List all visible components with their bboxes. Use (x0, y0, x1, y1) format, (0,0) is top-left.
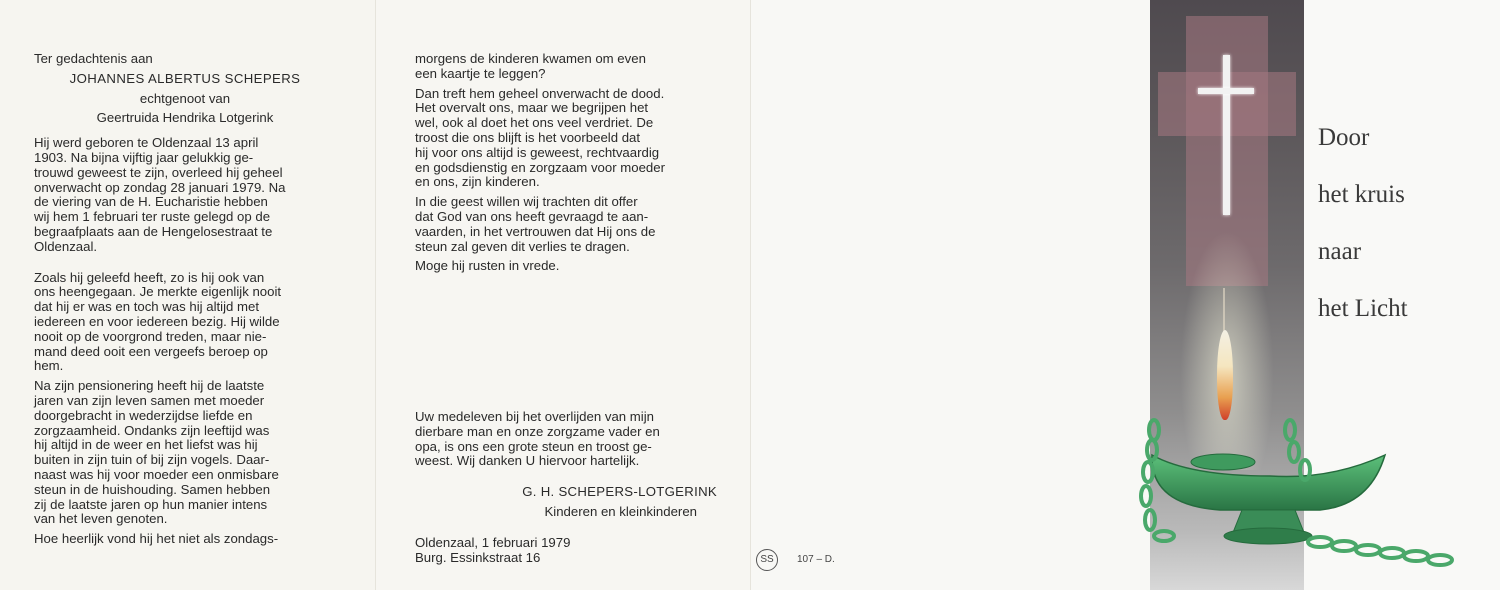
text-line: troost die ons blijft is het voorbeeld dat (415, 129, 641, 145)
text-line: vaarden, in het vertrouwen dat Hij ons de (415, 223, 656, 239)
text-line: nooit op de voorgrond treden, maar nie- (34, 328, 267, 344)
text-line: zij de laatste jaren op hun manier intens (34, 496, 268, 512)
lamp-spout (1191, 454, 1255, 470)
middle-panel (375, 0, 750, 590)
text-line: hij voor ons altijd is geweest, rechtvaardig (415, 144, 660, 160)
text-line: Hij werd geboren te Oldenzaal 13 april (34, 135, 259, 151)
text-line: begraafplaats aan de Hengelosestraat te (34, 223, 273, 239)
text-line: jaren van zijn leven samen met moeder (34, 392, 265, 408)
text-line: dat hij er was en toch was hij altijd met (34, 299, 260, 315)
text-line: dat God van ons heeft gevraagd te aan- (415, 208, 649, 224)
relation-line: echtgenoot van (139, 90, 231, 106)
signature: G. H. SCHEPERS-LOTGERINK (522, 484, 717, 500)
paragraph-character (34, 271, 336, 375)
left-panel-text (34, 52, 336, 547)
left-panel (0, 0, 375, 590)
intro-line: Ter gedachtenis aan (34, 51, 153, 66)
text-line: mand deed ooit een vergeefs beroep op (34, 343, 268, 359)
middle-panel-text (415, 52, 717, 274)
spouse-name: Geertruida Hendrika Lotgerink (96, 110, 274, 126)
lamp-base (1224, 528, 1312, 544)
text-line: en ons, zijn kinderen. (415, 174, 540, 190)
text-line: 1903. Na bijna vijftig jaar gelukkig ge- (34, 149, 254, 165)
text-line: In die geest willen wij trachten dit offer (415, 194, 638, 210)
text-line: Hoe heerlijk vond hij het niet als zondags- (34, 531, 279, 547)
text-line: naast was hij voor moeder een onmisbare (34, 466, 279, 482)
deceased-name: JOHANNES ALBERTUS SCHEPERS (69, 70, 301, 86)
printer-logo: SS (756, 549, 778, 571)
cross-icon (1223, 55, 1230, 215)
thanks-section (415, 410, 717, 565)
prayer-line: Moge hij rusten in vrede. (415, 258, 560, 274)
text-line: opa, is ons een grote steun en troost ge- (415, 438, 652, 454)
text-line: onverwacht op zondag 28 januari 1979. Na (34, 179, 286, 195)
flame-icon (1217, 330, 1233, 420)
motto-line: het kruis (1318, 181, 1405, 208)
text-line: een kaartje te leggen? (415, 65, 546, 81)
blank-panel (750, 0, 1150, 590)
text-line: hem. (34, 358, 64, 374)
text-line: trouwd geweest te zijn, overleed hij geheel (34, 164, 283, 180)
text-line: ons heengegaan. Je merkte eigenlijk nooit (34, 284, 282, 300)
text-line: dierbare man en onze zorgzame vader en (415, 423, 660, 439)
motto-line: Door (1318, 124, 1370, 151)
text-line: de viering van de H. Eucharistie hebben (34, 194, 268, 210)
text-line: Het overvalt ons, maar we begrijpen het (415, 100, 649, 116)
motto-line: het Licht (1318, 295, 1408, 322)
address: Burg. Essinkstraat 16 (415, 549, 541, 565)
lamp-bowl (1152, 455, 1385, 510)
text-line: Zoals hij geleefd heeft, zo is hij ook van (34, 269, 265, 285)
text-line: iedereen en voor iedereen bezig. Hij wilde (34, 313, 280, 329)
text-line: wij hem 1 februari ter ruste gelegd op de (34, 209, 271, 225)
fold-line (750, 0, 751, 590)
text-line: Na zijn pensionering heeft hij de laatste (34, 378, 265, 394)
motto-line: naar (1318, 238, 1362, 265)
paragraph-death (415, 87, 717, 191)
text-line: doorgebracht in wederzijdse liefde en (34, 407, 253, 423)
smoke-trail (1223, 288, 1225, 334)
text-line: Dan treft hem geheel onverwacht de dood. (415, 85, 665, 101)
fold-line (375, 0, 376, 590)
text-line: buiten in zijn tuin of bij zijn vogels. Daar- (34, 452, 270, 468)
text-line: wel, ook al doet het ons veel verdriet. De (415, 115, 654, 131)
text-line: steun zal geven dit verlies te dragen. (415, 238, 630, 254)
family-line: Kinderen en kleinkinderen (544, 503, 697, 519)
paragraph-sunday (415, 52, 717, 82)
text-line: hij altijd in de weer en het liefst was hij (34, 437, 258, 453)
text-line: morgens de kinderen kwamen om even (415, 51, 646, 66)
text-line: zorgzaamheid. Ondanks zijn leeftijd was (34, 422, 270, 438)
text-line: van het leven genoten. (34, 511, 168, 527)
paragraph-retirement (34, 379, 336, 527)
oil-lamp-icon (1130, 410, 1460, 580)
text-line: weest. Wij danken U hiervoor hartelijk. (415, 453, 640, 469)
place-date: Oldenzaal, 1 februari 1979 (415, 534, 571, 550)
text-line: Oldenzaal. (34, 238, 98, 254)
paragraph-offering (415, 195, 717, 254)
paragraph-birth (34, 136, 336, 254)
text-line: en godsdienstig en zorgzaam voor moeder (415, 159, 665, 175)
text-line: Uw medeleven bij het overlijden van mijn (415, 409, 654, 424)
text-line: steun in de huishouding. Samen hebben (34, 481, 271, 497)
printer-code: 107 – D. (797, 554, 835, 565)
cross-icon (1198, 88, 1254, 94)
